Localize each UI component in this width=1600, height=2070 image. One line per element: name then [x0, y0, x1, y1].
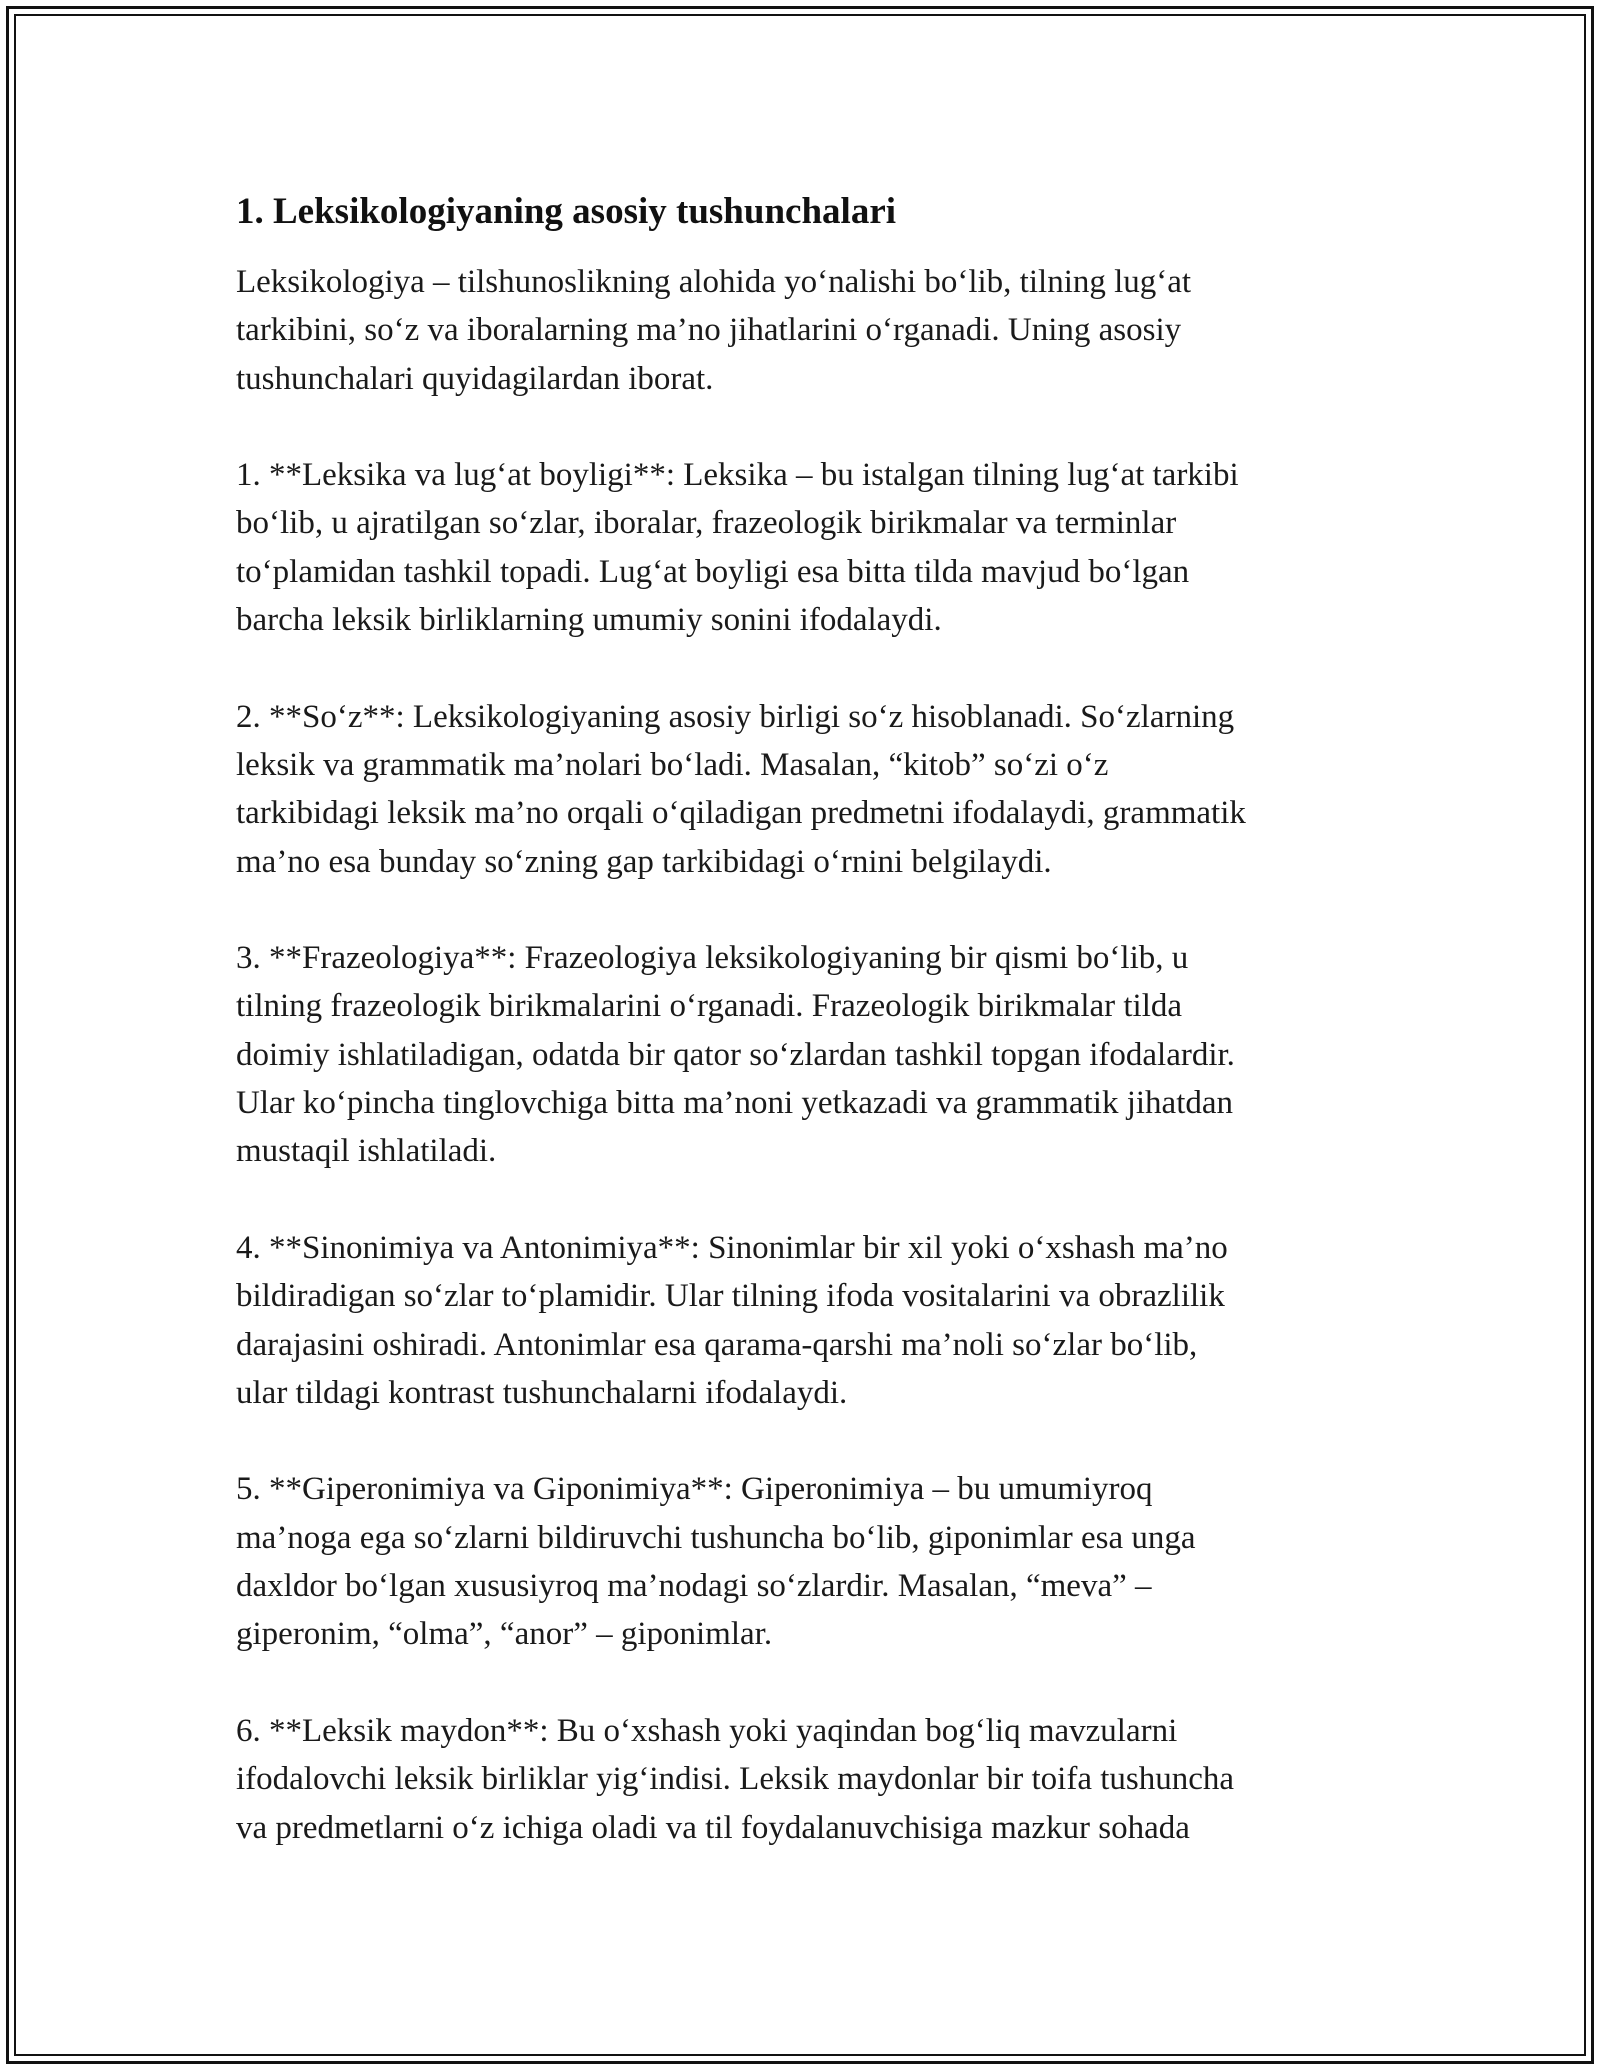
paragraph-leksik-maydon [236, 1707, 1376, 1852]
text-line: va predmetlarni o‘z ichiga oladi va til foydalanuvchisiga mazkur sohada [236, 1809, 1190, 1846]
intro-paragraph [236, 258, 1376, 403]
text-line: daxldor bo‘lgan xususiyroq ma’nodagi so‘zlardir. Masalan, “meva” – [236, 1568, 1152, 1605]
text-line: ma’no esa bunday so‘zning gap tarkibidagi o‘rnini belgilaydi. [236, 843, 1052, 880]
paragraph-sinonimiya [236, 1224, 1376, 1417]
text-line: 2. **So‘z**: Leksikologiyaning asosiy birligi so‘z hisoblanadi. So‘zlarning [236, 698, 1235, 735]
text-line: tushunchalari quyidagilardan iborat. [236, 360, 714, 397]
text-line: to‘plamidan tashkil topadi. Lug‘at boyligi esa bitta tilda mavjud bo‘lgan [236, 553, 1190, 590]
text-line: bildiradigan so‘zlar to‘plamidir. Ular tilning ifoda vositalarini va obrazlilik [236, 1278, 1225, 1315]
text-line: darajasini oshiradi. Antonimlar esa qarama-qarshi ma’noli so‘zlar bo‘lib, [236, 1326, 1198, 1363]
text-line: Ular ko‘pincha tinglovchiga bitta ma’noni yetkazadi va grammatik jihatdan [236, 1085, 1234, 1122]
text-line: bo‘lib, u ajratilgan so‘zlar, iboralar, frazeologik birikmalar va terminlar [236, 505, 1177, 542]
paragraph-leksika [236, 451, 1376, 644]
text-line: tilning frazeologik birikmalarini o‘rganadi. Frazeologik birikmalar tilda [236, 988, 1183, 1025]
text-line: ma’noga ega so‘zlarni bildiruvchi tushuncha bo‘lib, giponimlar esa unga [236, 1519, 1196, 1556]
text-line: giperonim, “olma”, “anor” – giponimlar. [236, 1616, 773, 1653]
document-body [236, 188, 1376, 1900]
text-line: mustaqil ishlatiladi. [236, 1133, 497, 1170]
text-line: tarkibidagi leksik ma’no orqali o‘qiladigan predmetni ifodalaydi, grammatik [236, 795, 1246, 832]
text-line: ular tildagi kontrast tushunchalarni ifodalaydi. [236, 1374, 848, 1411]
text-line: tarkibini, so‘z va iboralarning ma’no jihatlarini o‘rganadi. Uning asosiy [236, 312, 1182, 349]
paragraph-soz [236, 693, 1376, 886]
text-line: barcha leksik birliklarning umumiy sonini ifodalaydi. [236, 602, 942, 639]
text-line: Leksikologiya – tilshunoslikning alohida yo‘nalishi bo‘lib, tilning lug‘at [236, 264, 1192, 300]
text-line: doimiy ishlatiladigan, odatda bir qator so‘zlardan tashkil topgan ifodalardir. [236, 1036, 1235, 1073]
paragraph-giperonimiya [236, 1465, 1376, 1658]
text-line: 1. **Leksika va lug‘at boyligi**: Leksika – bu istalgan tilning lug‘at tarkibi [236, 457, 1239, 494]
text-line: ifodalovchi leksik birliklar yig‘indisi. Leksik maydonlar bir toifa tushuncha [236, 1761, 1235, 1798]
text-line: 3. **Frazeologiya**: Frazeologiya leksikologiyaning bir qismi bo‘lib, u [236, 940, 1189, 977]
text-line: leksik va grammatik ma’nolari bo‘ladi. Masalan, “kitob” so‘zi o‘z [236, 746, 1109, 783]
paragraph-frazeologiya [236, 934, 1376, 1175]
text-line: 4. **Sinonimiya va Antonimiya**: Sinonimlar bir xil yoki o‘xshash ma’no [236, 1229, 1228, 1266]
text-line: 6. **Leksik maydon**: Bu o‘xshash yoki yaqindan bog‘liq mavzularni [236, 1712, 1178, 1749]
text-line: 5. **Giperonimiya va Giponimiya**: Giperonimiya – bu umumiyroq [236, 1471, 1153, 1508]
document-title: 1. Leksikologiyaning asosiy tushunchalari [236, 191, 897, 232]
